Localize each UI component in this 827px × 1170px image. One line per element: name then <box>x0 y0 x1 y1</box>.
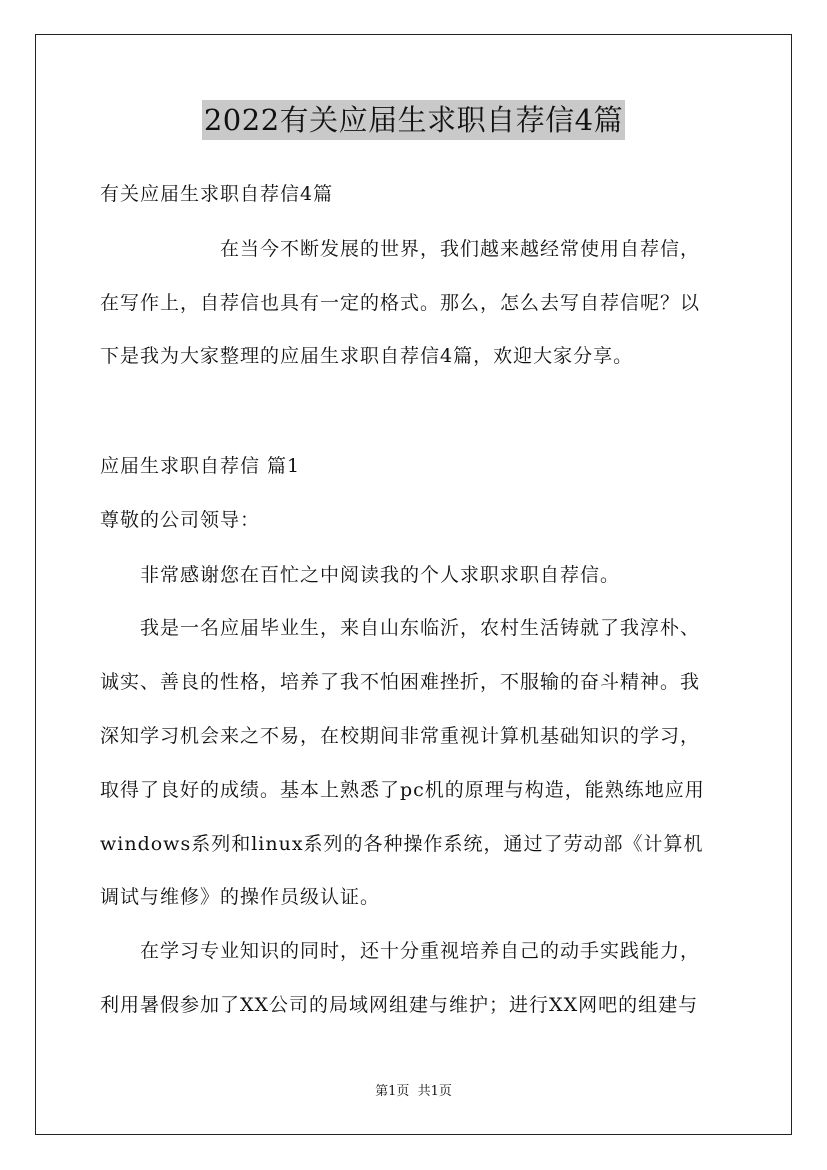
body-line-5: 取得了良好的成绩。基本上熟悉了pc机的原理与构造，能熟练地应用 <box>100 779 705 801</box>
page-number-footer: 第1页 共1页 <box>375 1084 452 1099</box>
intro-line-1: 在当今不断发展的世界，我们越来越经常使用自荐信， <box>100 238 701 260</box>
body-line-8: 在学习专业知识的同时，还十分重视培养自己的动手实践能力， <box>100 940 701 962</box>
body-line-7: 调试与维修》的操作员级认证。 <box>100 886 381 908</box>
body-line-4: 深知学习机会来之不易，在校期间非常重视计算机基础知识的学习， <box>100 725 701 747</box>
salutation: 尊敬的公司领导： <box>100 509 261 531</box>
intro-line-2: 在写作上，自荐信也具有一定的格式。那么，怎么去写自荐信呢？以 <box>100 292 701 314</box>
body-line-3: 诚实、善良的性格，培养了我不怕困难挫折，不服输的奋斗精神。我 <box>100 671 701 693</box>
body-line-6: windows系列和linux系列的各种操作系统，通过了劳动部《计算机 <box>100 833 704 855</box>
intro-line-3: 下是我为大家整理的应届生求职自荐信4篇，欢迎大家分享。 <box>100 345 634 367</box>
body-line-9: 利用暑假参加了XX公司的局域网组建与维护；进行XX网吧的组建与 <box>100 994 699 1016</box>
title-container <box>0 100 827 140</box>
document-subtitle: 有关应届生求职自荐信4篇 <box>100 183 334 205</box>
document-title: 2022有关应届生求职自荐信4篇 <box>202 100 625 140</box>
body-line-2: 我是一名应届毕业生，来自山东临沂，农村生活铸就了我淳朴、 <box>100 617 701 639</box>
body-line-1: 非常感谢您在百忙之中阅读我的个人求职求职自荐信。 <box>100 564 621 586</box>
section-heading: 应届生求职自荐信 篇1 <box>100 455 301 477</box>
